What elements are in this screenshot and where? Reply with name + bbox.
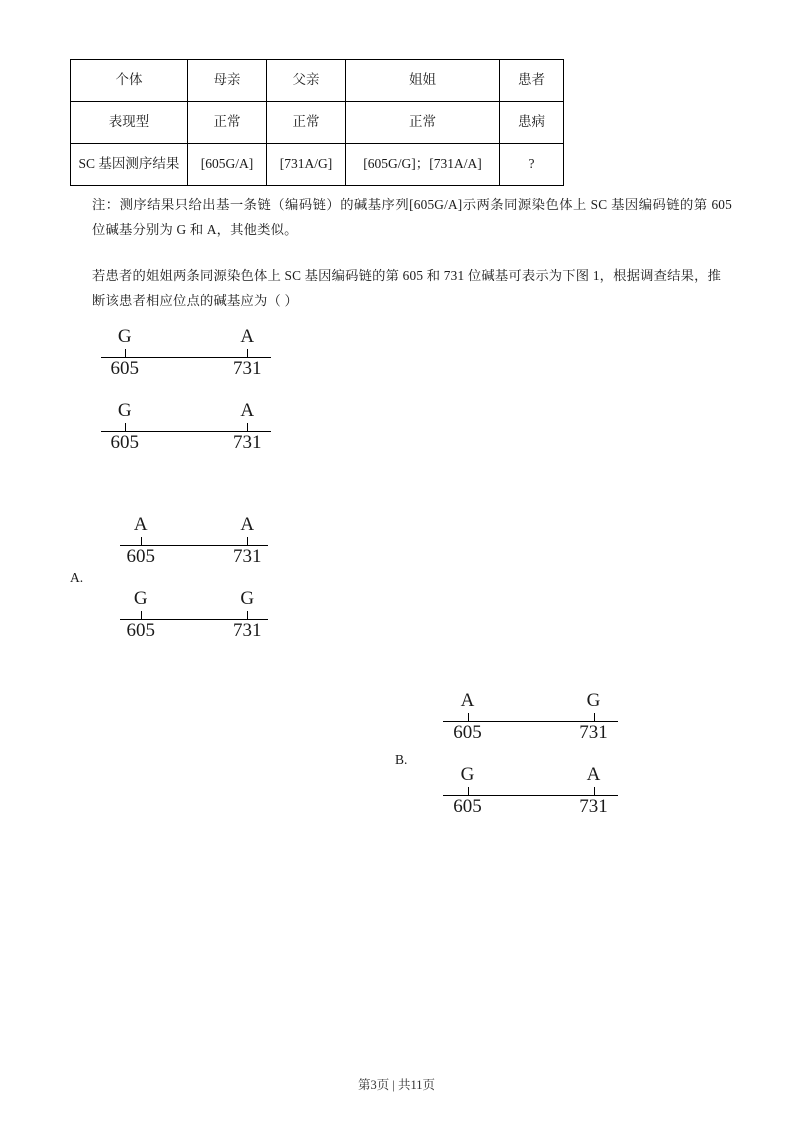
table-cell: [605G/A] xyxy=(188,144,267,186)
position-number: 731 xyxy=(232,432,262,453)
base-letter: G xyxy=(240,588,255,609)
table-cell: [731A/G] xyxy=(267,144,346,186)
option-b-diagram[interactable] xyxy=(443,690,618,842)
figure-1-diagram xyxy=(101,326,271,478)
table-cell: 表现型 xyxy=(71,102,188,144)
note-paragraph: 注：测序结果只给出基一条链（编码链）的碱基序列[605G/A]示两条同源染色体上 SC 基因编码链的第 605 位碱基分别为 G 和 A，其他类似。 xyxy=(92,197,732,237)
position-number: 605 xyxy=(453,722,482,743)
position-number: 605 xyxy=(126,620,155,641)
base-letter: G xyxy=(586,690,601,711)
table-cell: 母亲 xyxy=(188,60,267,102)
chromosome-strand xyxy=(101,400,271,478)
option-a-diagram[interactable] xyxy=(120,514,268,666)
table-cell: [605G/G]；[731A/A] xyxy=(346,144,500,186)
base-letter: A xyxy=(460,690,475,711)
position-number: 731 xyxy=(233,620,262,641)
table-row xyxy=(71,60,564,102)
chromosome-strand xyxy=(443,690,618,768)
position-number: 605 xyxy=(126,546,155,567)
table-cell: 患者 xyxy=(500,60,564,102)
table-cell: 患病 xyxy=(500,102,564,144)
base-letter: A xyxy=(586,764,601,785)
question-line-2: 断该患者相应位点的碱基应为（ ） xyxy=(92,293,298,308)
base-letter: G xyxy=(133,588,148,609)
position-number: 731 xyxy=(232,358,262,379)
base-letter: G xyxy=(460,764,475,785)
table-cell: 姐姐 xyxy=(346,60,500,102)
position-number: 731 xyxy=(233,546,262,567)
position-number: 731 xyxy=(579,796,608,817)
option-b-label[interactable]: B. xyxy=(395,752,408,767)
position-number: 605 xyxy=(110,358,140,379)
question-line-1: 若患者的姐姐两条同源染色体上 SC 基因编码链的第 605 和 731 位碱基可表示为下图 1，根据调查结果，推 xyxy=(92,268,722,283)
chromosome-strand xyxy=(101,326,271,404)
table-cell: ? xyxy=(500,144,564,186)
table-row xyxy=(71,102,564,144)
table-cell: SC 基因测序结果 xyxy=(71,144,188,186)
table-cell: 正常 xyxy=(346,102,500,144)
base-letter: A xyxy=(240,400,255,421)
table-cell: 正常 xyxy=(267,102,346,144)
position-number: 731 xyxy=(579,722,608,743)
question-paragraph xyxy=(92,263,732,313)
chromosome-strand xyxy=(120,588,268,666)
position-number: 605 xyxy=(110,432,140,453)
option-a-label[interactable]: A. xyxy=(70,570,84,585)
chromosome-strand xyxy=(120,514,268,592)
pedigree-table xyxy=(70,59,564,186)
table-cell: 个体 xyxy=(71,60,188,102)
base-letter: A xyxy=(240,514,255,535)
base-letter: A xyxy=(240,326,255,347)
base-letter: G xyxy=(117,400,132,421)
table-row xyxy=(71,144,564,186)
table-cell: 正常 xyxy=(188,102,267,144)
page-footer: 第3页 | 共11页 xyxy=(357,1078,436,1092)
base-letter: A xyxy=(133,514,148,535)
base-letter: G xyxy=(117,326,132,347)
table-cell: 父亲 xyxy=(267,60,346,102)
chromosome-strand xyxy=(443,764,618,842)
position-number: 605 xyxy=(453,796,482,817)
